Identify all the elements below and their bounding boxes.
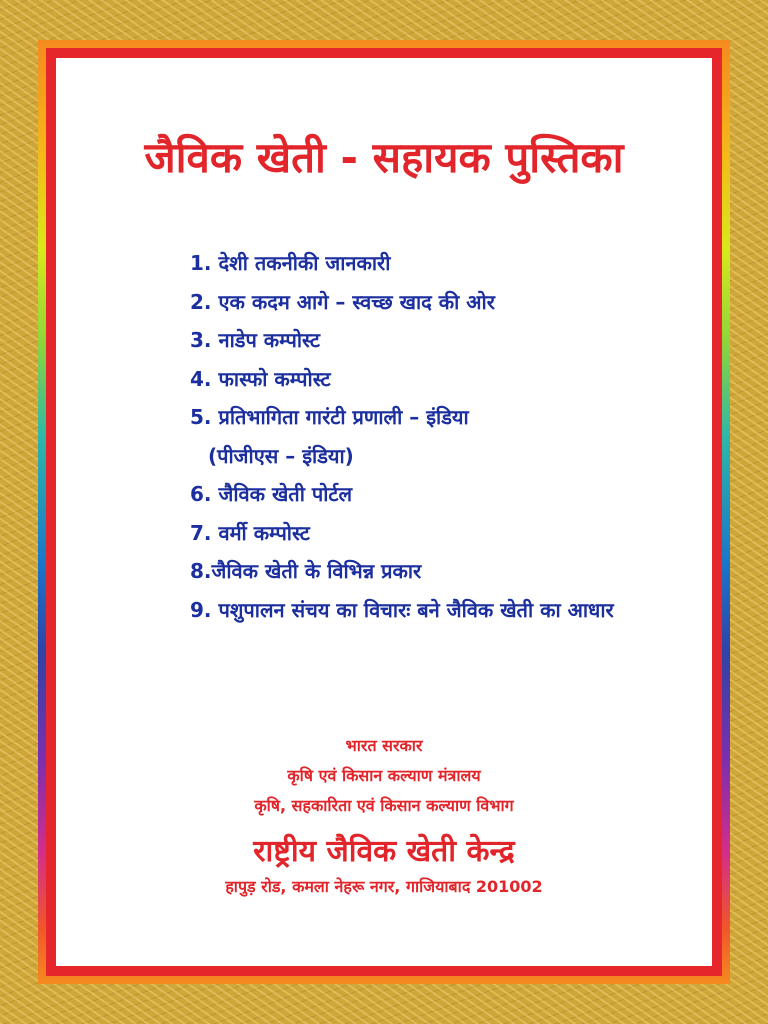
contents-item: 3. नाडेप कम्पोस्ट bbox=[190, 328, 320, 352]
contents-item: 4. फास्फो कम्पोस्ट bbox=[190, 366, 331, 391]
contents-item: 1. देशी तकनीकी जानकारी bbox=[190, 251, 391, 275]
footer-department: कृषि, सहकारिता एवं किसान कल्याण विभाग bbox=[254, 796, 514, 815]
contents-item: 5. प्रतिभागिता गारंटी प्रणाली – इंडिया bbox=[190, 405, 469, 429]
contents-item: 9. पशुपालन संचय का विचारः बने जैविक खेती का आधार bbox=[190, 597, 614, 622]
document-title: जैविक खेती - सहायक पुस्तिका bbox=[144, 133, 624, 182]
footer-government: भारत सरकार bbox=[345, 736, 423, 755]
contents-list bbox=[190, 244, 614, 629]
contents-item: 6. जैविक खेती पोर्टल bbox=[190, 482, 353, 506]
footer-address: हापुड़ रोड, कमला नेहरू नगर, गाजियाबाद 201002 bbox=[225, 877, 543, 896]
footer-ministry: कृषि एवं किसान कल्याण मंत्रालय bbox=[287, 766, 481, 785]
contents-item: 8.जैविक खेती के विभिन्न प्रकार bbox=[190, 559, 422, 583]
contents-item: 2. एक कदम आगे – स्वच्छ खाद की ओर bbox=[190, 289, 495, 314]
footer-centre-name: राष्ट्रीय जैविक खेती केन्द्र bbox=[253, 834, 515, 869]
contents-item-continuation: (पीजीएस – इंडिया) bbox=[208, 443, 354, 468]
contents-item: 7. वर्मी कम्पोस्ट bbox=[190, 520, 310, 545]
